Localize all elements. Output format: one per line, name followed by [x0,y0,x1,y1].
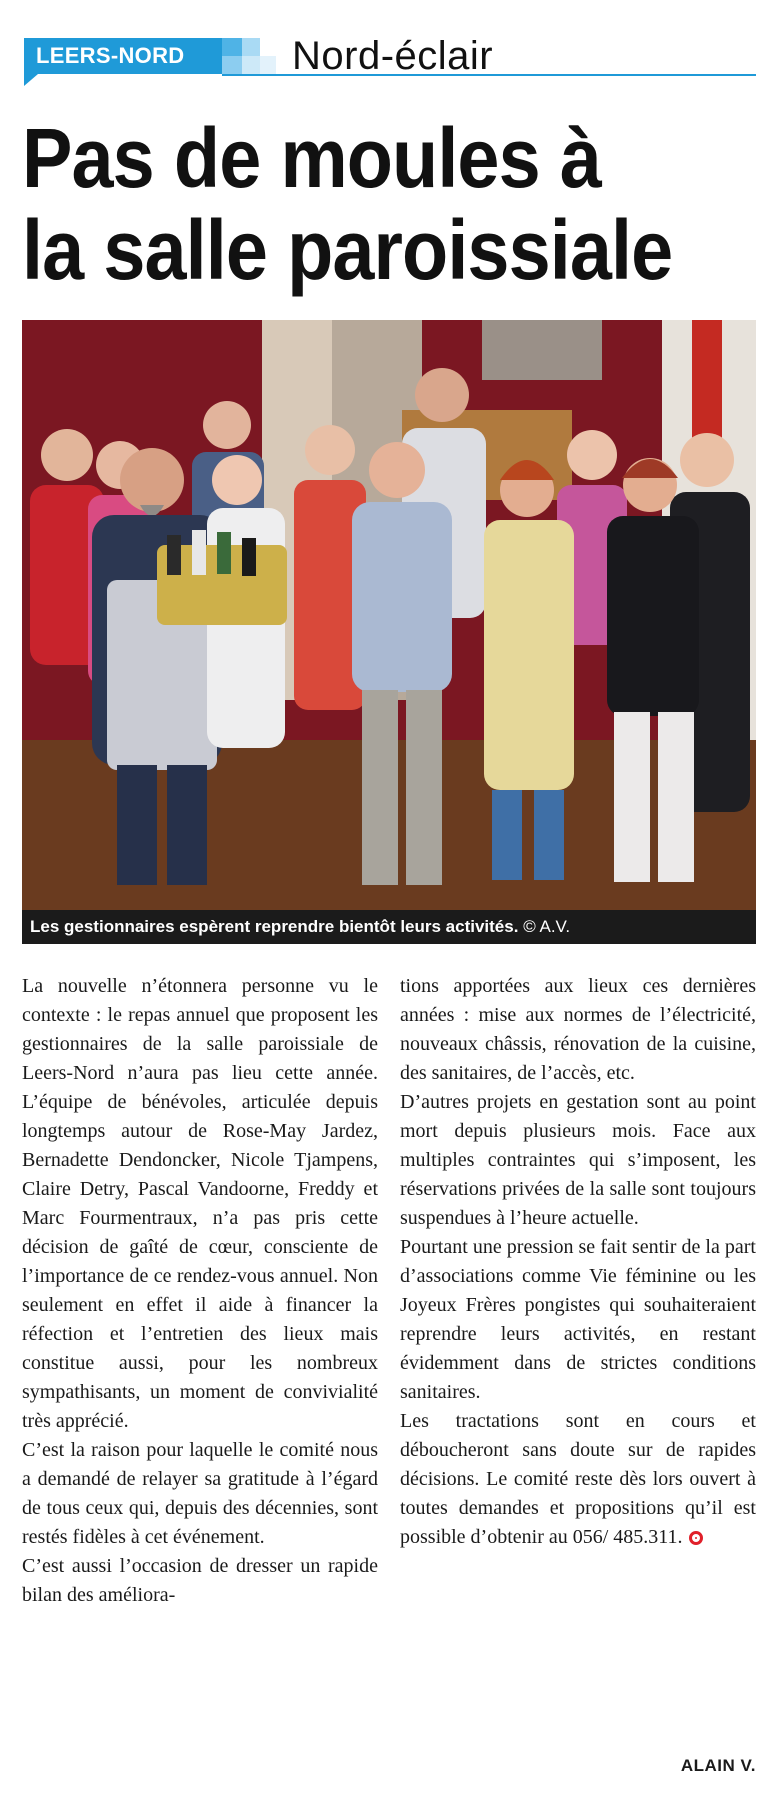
photo-caption [22,910,756,944]
section-tag-pattern [222,38,302,74]
author-byline: ALAIN V. [680,1756,756,1775]
paragraph: Pourtant une pression se fait sentir de la part d’associations comme Vie féminine ou les Joyeux Frères pongistes qui souhaiteraient reprendre leurs activités, en restant évidemment dans de strictes conditions sanitaires. [400,1236,756,1403]
page-header [24,32,756,80]
article-column-right [400,972,756,1552]
closing-paragraph-text: Les tractations sont en cours et déboucheront sans doute sur de rapides décisions. Le comité reste dès lors ouvert à toutes demandes et propositions qu’il est possible d’obtenir au 056/ 485.311. [400,1410,756,1548]
section-tag-notch [24,74,38,86]
article-column-left [22,972,378,1610]
end-of-article-circle-icon [689,1531,703,1545]
headline-line-1: Pas de moules à [22,111,601,205]
caption-text: Les gestionnaires espèrent reprendre bientôt leurs activités. [30,917,519,936]
publication-name: Nord-éclair [292,34,494,78]
article-headline [22,112,688,296]
group-photo [22,320,756,910]
headline-line-2: la salle paroissiale [22,203,673,297]
paragraph: tions apportées aux lieux ces dernières années : mise aux normes de l’électricité, nouveaux châssis, rénovation de la cuisine, des sanitaires, de l’accès, etc. [400,975,756,1084]
paragraph: La nouvelle n’étonnera personne vu le contexte : le repas annuel que proposent les gestionnaires de la salle paroissiale de Leers-Nord n’aura pas lieu cette année. L’équipe de bénévoles, articulée depuis longtemps autour de Rose-May Jardez, Bernadette Dendoncker, Nicole Tjampens, Claire Detry, Pascal Vandoorne, Freddy et Marc Fourmentraux, n’a pas pris cette décision de gaîté de cœur, consciente de l’importance de ce rendez-vous annuel. Non seulement en effet il aide à financer la réfection et l’entretien des lieux mais constitue aussi, pour les nombreux sympathisants, un moment de convivialité très apprécié. [22,975,378,1432]
paragraph: D’autres projets en gestation sont au point mort depuis plusieurs mois. Face aux multiples contraintes qui s’imposent, les réservations privées de la salle sont toujours suspendues à l’heure actuelle. [400,1091,756,1229]
photo-credit: © A.V. [523,917,571,936]
paragraph: C’est aussi l’occasion de dresser un rapide bilan des améliora- [22,1555,378,1606]
closing-paragraph [400,1407,756,1552]
section-tag: LEERS-NORD [24,38,222,74]
paragraph: C’est la raison pour laquelle le comité nous a demandé de relayer sa gratitude à l’égard de tous ceux qui, depuis des décennies, sont restés fidèles à cet événement. [22,1439,378,1548]
